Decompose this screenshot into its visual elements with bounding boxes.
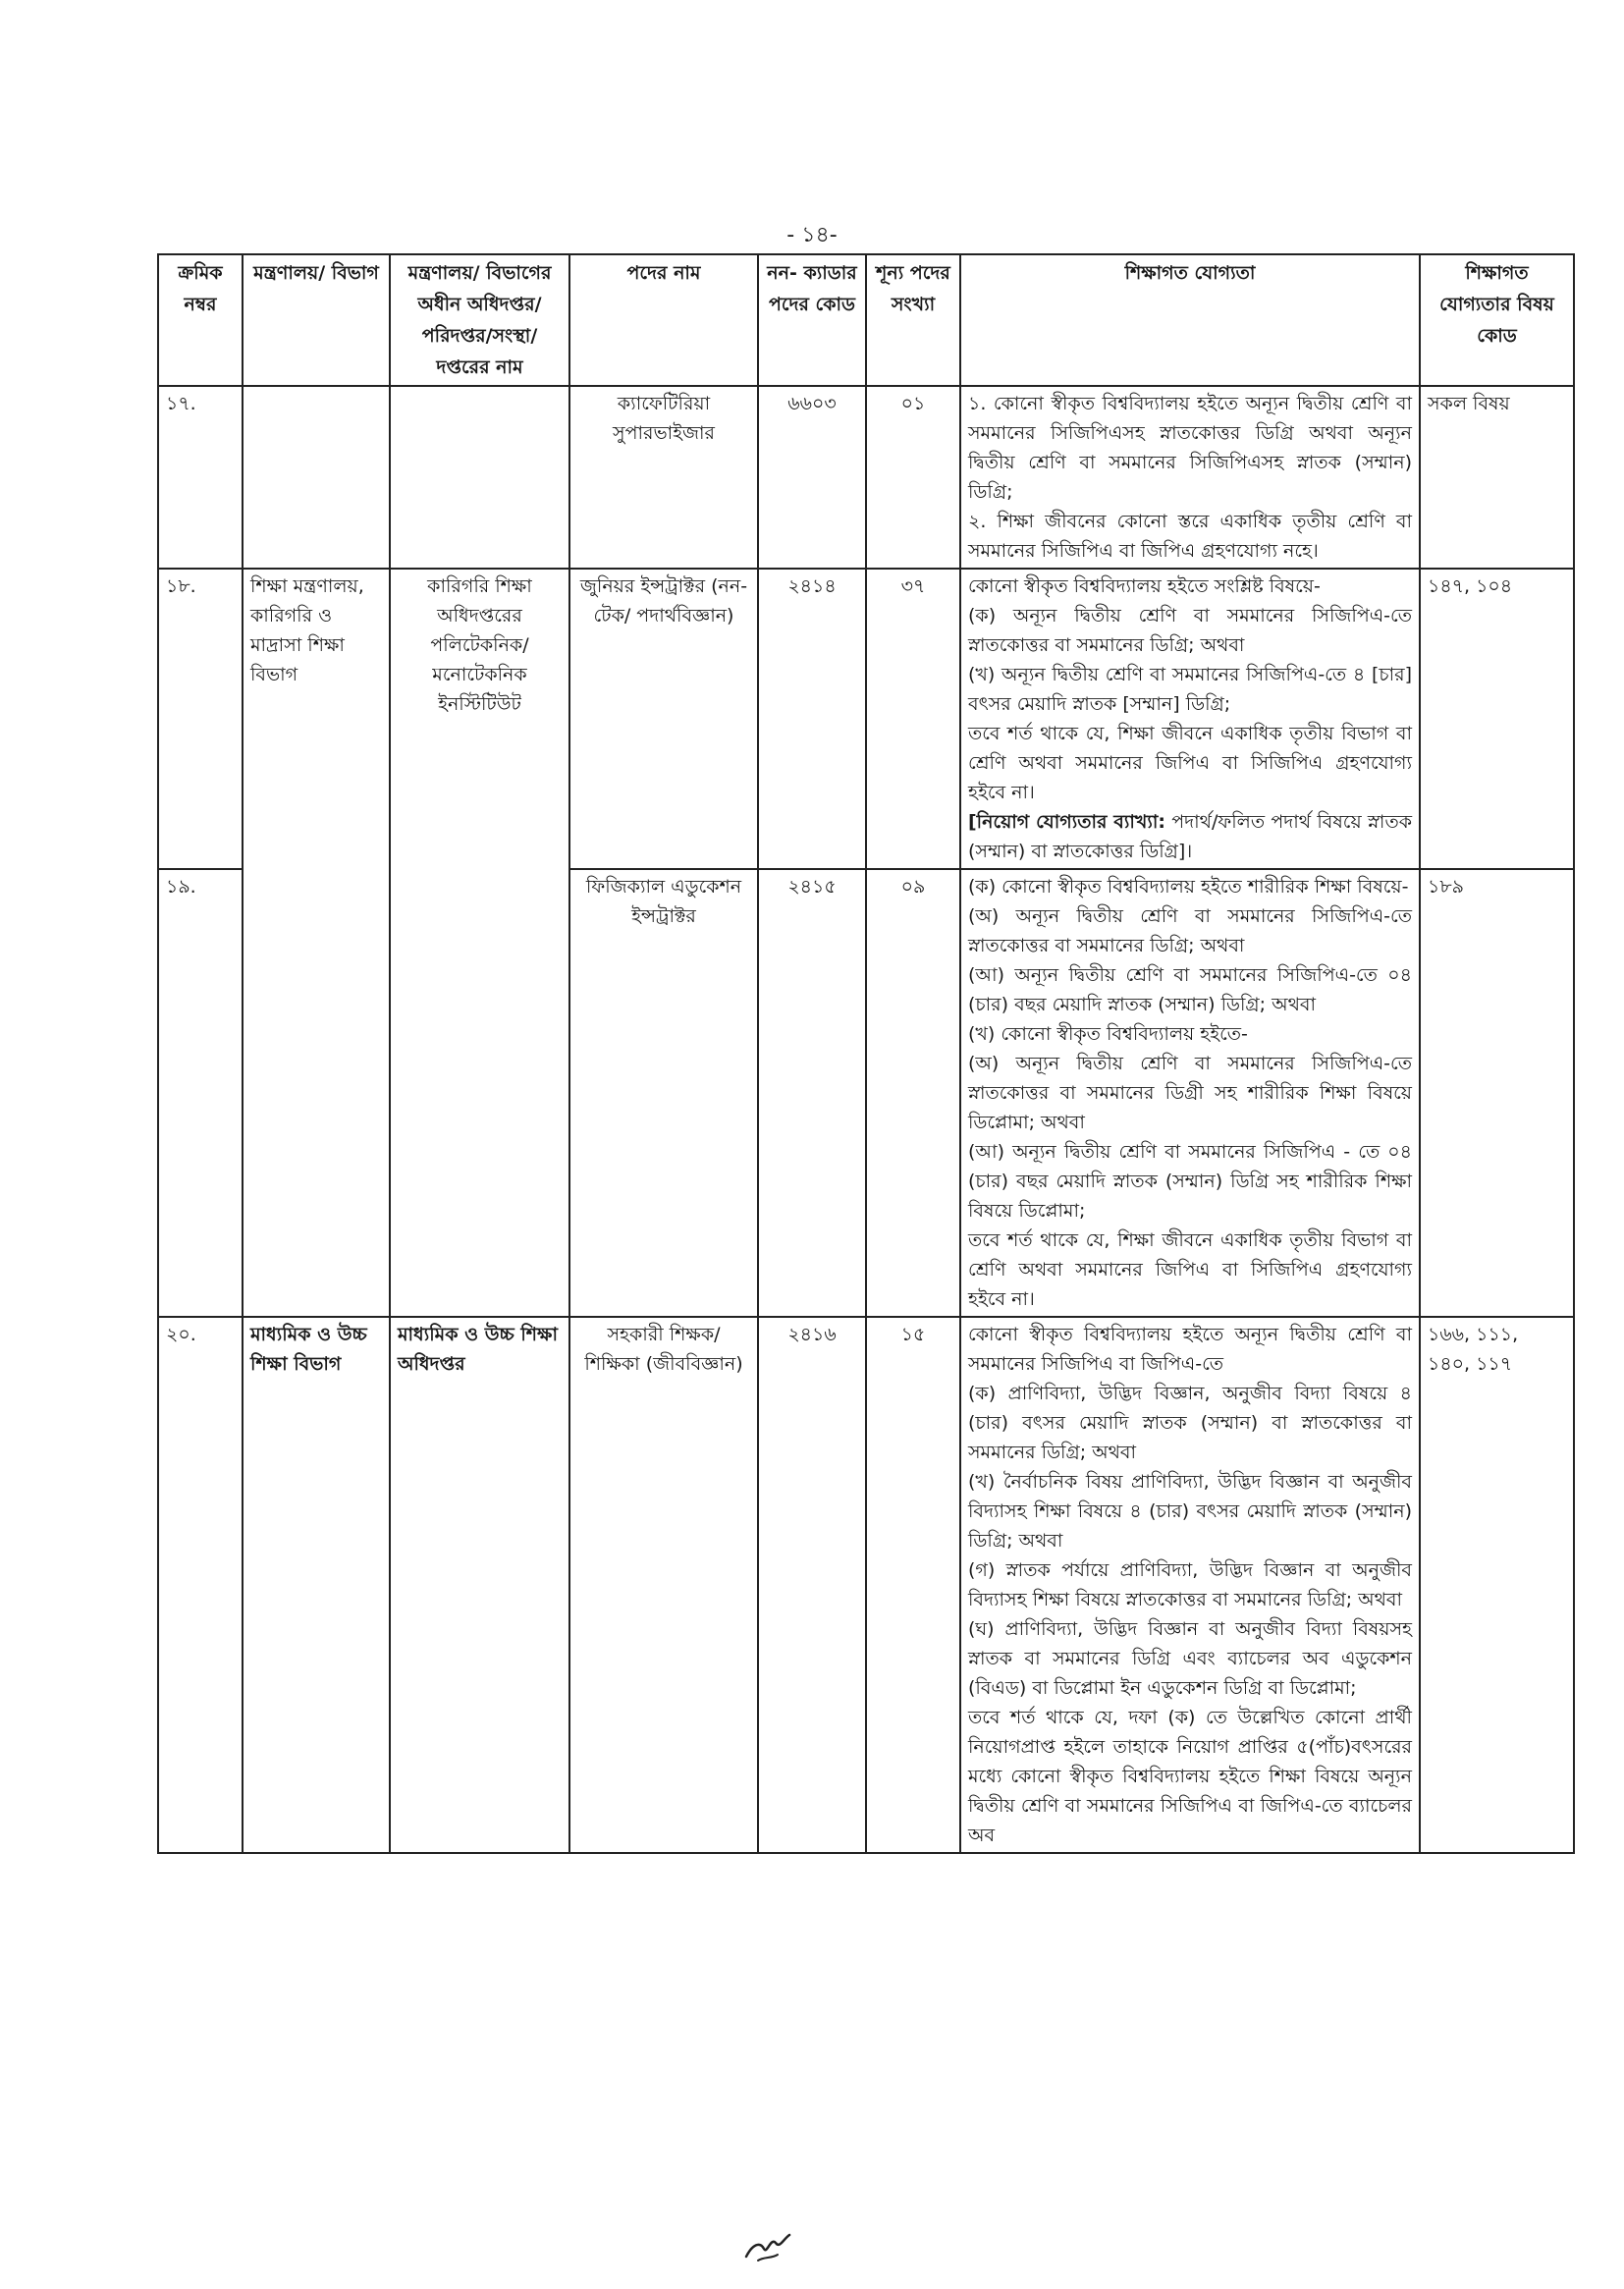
qualification-line: (ক) অন্যূন দ্বিতীয় শ্রেণি বা সমমানের সিজিপিএ-তে স্নাতকোত্তর বা সমমানের ডিগ্রি; অথবা [968,605,1412,656]
qualification-line: তবে শর্ত থাকে যে, শিক্ষা জীবনে একাধিক তৃতীয় বিভাগ বা শ্রেণি অথবা সমমানের জিপিএ বা সিজিপিএ গ্রহণযোগ্য হইবে না। [968,723,1412,803]
code-cell: ২৪১৪ [758,569,866,869]
vacancy-cell: ০১ [866,386,960,569]
qualification-line: (খ) কোনো স্বীকৃত বিশ্ববিদ্যালয় হইতে- [968,1023,1248,1045]
header-row [158,254,1574,386]
department-cell: মাধ্যমিক ও উচ্চ শিক্ষা অধিদপ্তর [390,1317,569,1853]
qualification-cell [960,569,1420,869]
qualification-cell [960,1317,1420,1853]
department-cell [390,386,569,569]
code-cell: ৬৬০৩ [758,386,866,569]
col-subject-code: শিক্ষাগত যোগ্যতার বিষয় কোড [1420,254,1574,386]
subject-code-cell: ১৮৯ [1420,869,1574,1317]
vacancy-cell: ৩৭ [866,569,960,869]
code-cell: ২৪১৬ [758,1317,866,1853]
qualification-cell [960,869,1420,1317]
serial-cell: ২০. [158,1317,243,1853]
recruitment-table [157,253,1575,1854]
table-row [158,386,1574,569]
col-serial: ক্রমিক নম্বর [158,254,243,386]
page-number: - ১৪- [786,223,838,247]
qualification-line: (ক) প্রাণিবিদ্যা, উদ্ভিদ বিজ্ঞান, অনুজীব বিদ্যা বিষয়ে ৪ (চার) বৎসর মেয়াদি স্নাতক (সম্মান) বা স্নাতকোত্তর বা সমমানের ডিগ্রি; অথবা [968,1383,1412,1463]
qualification-line: তবে শর্ত থাকে যে, দফা (ক) তে উল্লেখিত কোনো প্রার্থী নিয়োগপ্রাপ্ত হইলে তাহাকে নিয়োগ প্রাপ্তির ৫(পাঁচ)বৎসরের মধ্যে কোনো স্বীকৃত বিশ্ববিদ্যালয় হইতে শিক্ষা বিষয়ে অন্যূন দ্বিতীয় শ্রেণি বা সমমানের সিজিপিএ বা জিপিএ-তে ব্যাচেলর অব [968,1707,1412,1846]
qualification-line: (খ) নৈর্বাচনিক বিষয় প্রাণিবিদ্যা, উদ্ভিদ বিজ্ঞান বা অনুজীব বিদ্যাসহ শিক্ষা বিষয়ে ৪ (চার) বৎসর মেয়াদি স্নাতক (সম্মান) ডিগ্রি; অথবা [968,1471,1412,1552]
qualification-line: (অ) অন্যূন দ্বিতীয় শ্রেণি বা সমমানের সিজিপিএ-তে স্নাতকোত্তর বা সমমানের ডিগ্রী সহ শারীরিক শিক্ষা বিষয়ে ডিপ্লোমা; অথবা [968,1053,1412,1133]
serial-cell: ১৮. [158,569,243,869]
subject-code-cell: ১৪৭, ১০৪ [1420,569,1574,869]
col-ministry: মন্ত্রণালয়/ বিভাগ [243,254,390,386]
qualification-line: (আ) অন্যূন দ্বিতীয় শ্রেণি বা সমমানের সিজিপিএ - তে ০৪ (চার) বছর মেয়াদি স্নাতক (সম্মান) ডিগ্রি সহ শারীরিক শিক্ষা বিষয়ে ডিপ্লোমা; [968,1141,1412,1222]
ministry-cell: মাধ্যমিক ও উচ্চ শিক্ষা বিভাগ [243,1317,390,1853]
table-row [158,569,1574,869]
post-cell: জুনিয়র ইন্সট্রাক্টর (নন-টেক/ পদার্থবিজ্ঞান) [569,569,758,869]
serial-cell: ১৯. [158,869,243,1317]
post-cell: ফিজিক্যাল এডুকেশন ইন্সট্রাক্টর [569,869,758,1317]
qualification-line: কোনো স্বীকৃত বিশ্ববিদ্যালয় হইতে সংশ্লিষ্ট বিষয়ে- [968,575,1321,597]
vacancy-cell: ০৯ [866,869,960,1317]
subject-code-cell: সকল বিষয় [1420,386,1574,569]
col-code: নন- ক্যাডার পদের কোড [758,254,866,386]
qualification-line: ১. কোনো স্বীকৃত বিশ্ববিদ্যালয় হইতে অন্যূন দ্বিতীয় শ্রেণি বা সমমানের সিজিপিএসহ স্নাতকোত্তর ডিগ্রি অথবা অন্যূন দ্বিতীয় শ্রেণি বা সমমানের সিজিপিএসহ স্নাতক (সম্মান) ডিগ্রি; [968,393,1412,503]
qualification-line: কোনো স্বীকৃত বিশ্ববিদ্যালয় হইতে অন্যূন দ্বিতীয় শ্রেণি বা সমমানের সিজিপিএ বা জিপিএ-তে [968,1324,1412,1375]
qualification-line: ২. শিক্ষা জীবনের কোনো স্তরে একাধিক তৃতীয় শ্রেণি বা সমমানের সিজিপিএ বা জিপিএ গ্রহণযোগ্য নহে। [968,511,1412,562]
qualification-line: (আ) অন্যূন দ্বিতীয় শ্রেণি বা সমমানের সিজিপিএ-তে ০৪ (চার) বছর মেয়াদি স্নাতক (সম্মান) ডিগ্রি; অথবা [968,964,1412,1015]
code-cell: ২৪১৫ [758,869,866,1317]
qualification-line: তবে শর্ত থাকে যে, শিক্ষা জীবনে একাধিক তৃতীয় বিভাগ বা শ্রেণি অথবা সমমানের জিপিএ বা সিজিপিএ গ্রহণযোগ্য হইবে না। [968,1229,1412,1310]
col-qualification: শিক্ষাগত যোগ্যতা [960,254,1420,386]
qualification-line: (ঘ) প্রাণিবিদ্যা, উদ্ভিদ বিজ্ঞান বা অনুজীব বিদ্যা বিষয়সহ স্নাতক বা সমমানের ডিগ্রি এবং ব্যাচেলর অব এডুকেশন (বিএড) বা ডিপ্লোমা ইন এডুকেশন ডিগ্রি বা ডিপ্লোমা; [968,1618,1412,1699]
table-row [158,1317,1574,1853]
ministry-cell: শিক্ষা মন্ত্রণালয়, কারিগরি ও মাদ্রাসা শিক্ষা বিভাগ [243,569,390,1317]
col-department: মন্ত্রণালয়/ বিভাগের অধীন অধিদপ্তর/ পরিদপ্তর/সংস্থা/ দপ্তরের নাম [390,254,569,386]
subject-code-cell: ১৬৬, ১১১, ১৪০, ১১৭ [1420,1317,1574,1853]
post-cell: সহকারী শিক্ষক/ শিক্ষিকা (জীববিজ্ঞান) [569,1317,758,1853]
serial-cell: ১৭. [158,386,243,569]
note-heading: [নিয়োগ যোগ্যতার ব্যাখ্যা: [968,811,1165,833]
department-cell: কারিগরি শিক্ষা অধিদপ্তরের পলিটেকনিক/ মনোটেকনিক ইনস্টিটিউট [390,569,569,1317]
ministry-cell [243,386,390,569]
qualification-note [968,807,1412,866]
qualification-line: (ক) কোনো স্বীকৃত বিশ্ববিদ্যালয় হইতে শারীরিক শিক্ষা বিষয়ে- [968,876,1409,898]
signature-mark [738,2227,797,2266]
note-body: পদার্থ/ফলিত পদার্থ বিষয়ে স্নাতক (সম্মান) বা স্নাতকোত্তর ডিগ্রি]। [968,811,1412,862]
qualification-line: (গ) স্নাতক পর্যায়ে প্রাণিবিদ্যা, উদ্ভিদ বিজ্ঞান বা অনুজীব বিদ্যাসহ শিক্ষা বিষয়ে স্নাতকোত্তর বা সমমানের ডিগ্রি; অথবা [968,1559,1412,1610]
vacancy-cell: ১৫ [866,1317,960,1853]
col-vacancy: শূন্য পদের সংখ্যা [866,254,960,386]
qualification-line: (অ) অন্যূন দ্বিতীয় শ্রেণি বা সমমানের সিজিপিএ-তে স্নাতকোত্তর বা সমমানের ডিগ্রি; অথবা [968,905,1412,956]
qualification-cell [960,386,1420,569]
qualification-line: (খ) অন্যূন দ্বিতীয় শ্রেণি বা সমমানের সিজিপিএ-তে ৪ [চার] বৎসর মেয়াদি স্নাতক [সম্মান] ডিগ্রি; [968,664,1412,715]
col-post: পদের নাম [569,254,758,386]
post-cell: ক্যাফেটিরিয়া সুপারভাইজার [569,386,758,569]
